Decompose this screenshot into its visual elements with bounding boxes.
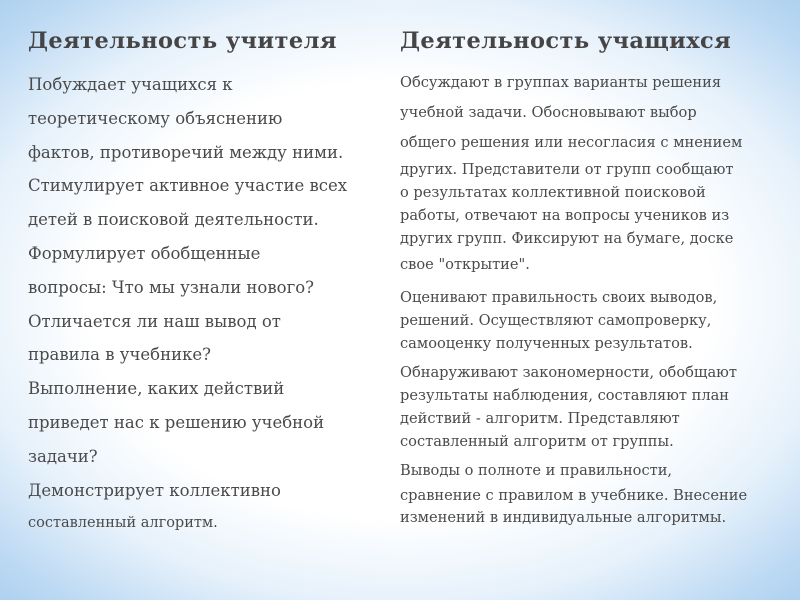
students-line: других групп. Фиксируют на бумаге, доске <box>400 230 734 247</box>
students-line: решений. Осуществляют самопроверку, <box>400 312 712 329</box>
students-line: Обнаруживают закономерности, обобщают <box>400 364 737 381</box>
students-column <box>400 28 785 529</box>
students-heading: Деятельность учащихся <box>400 28 732 54</box>
teacher-column <box>28 28 378 541</box>
teacher-activity-text <box>28 68 378 541</box>
students-line: учебной задачи. Обосновывают выбор <box>400 104 697 121</box>
teacher-line: фактов, противоречий между ними. <box>28 142 344 162</box>
students-activity-text <box>400 68 785 529</box>
teacher-line: Отличается ли наш вывод от <box>28 311 281 331</box>
teacher-line: приведет нас к решению учебной <box>28 412 325 432</box>
students-line: работы, отвечают на вопросы учеников из <box>400 207 730 224</box>
teacher-line: вопросы: Что мы узнали нового? <box>28 277 315 297</box>
teacher-line: задачи? <box>28 446 98 466</box>
students-paragraph-evaluation <box>400 286 785 355</box>
students-line: общего решения или несогласия с мнением <box>400 134 743 151</box>
students-line: действий - алгоритм. Представляют <box>400 410 680 427</box>
teacher-heading: Деятельность учителя <box>28 28 337 54</box>
students-line: Обсуждают в группах варианты решения <box>400 74 722 91</box>
students-line: Выводы о полноте и правильности, <box>400 462 673 479</box>
students-line: результаты наблюдения, составляют план <box>400 387 730 404</box>
teacher-line: Выполнение, каких действий <box>28 379 285 399</box>
students-line: других. Представители от групп сообщают <box>400 161 734 178</box>
students-paragraph-patterns <box>400 361 785 453</box>
teacher-line: Формулирует обобщенные <box>28 243 261 263</box>
students-line: изменений в индивидуальные алгоритмы. <box>400 509 727 526</box>
students-line: самооценку полученных результатов. <box>400 335 693 352</box>
teacher-line: Стимулирует активное участие всех <box>28 176 348 196</box>
teacher-line: Демонстрирует коллективно <box>28 480 281 500</box>
teacher-line: детей в поисковой деятельности. <box>28 210 319 230</box>
students-line: о результатах коллективной поисковой <box>400 184 706 201</box>
teacher-line: составленный алгоритм. <box>28 515 218 532</box>
students-tight-block <box>400 485 785 529</box>
students-line: составленный алгоритм от группы. <box>400 433 674 450</box>
students-paragraph-discussion <box>400 68 785 280</box>
teacher-line: Побуждает учащихся к <box>28 75 233 94</box>
students-tight-block <box>400 158 785 250</box>
teacher-line: правила в учебнике? <box>28 345 212 365</box>
students-line: сравнение с правилом в учебнике. Внесение <box>400 487 748 504</box>
teacher-line: теоретическому объяснению <box>28 108 283 128</box>
students-line: свое "открытие". <box>400 256 530 273</box>
students-paragraph-conclusions <box>400 457 785 529</box>
students-line: Оценивают правильность своих выводов, <box>400 289 718 306</box>
